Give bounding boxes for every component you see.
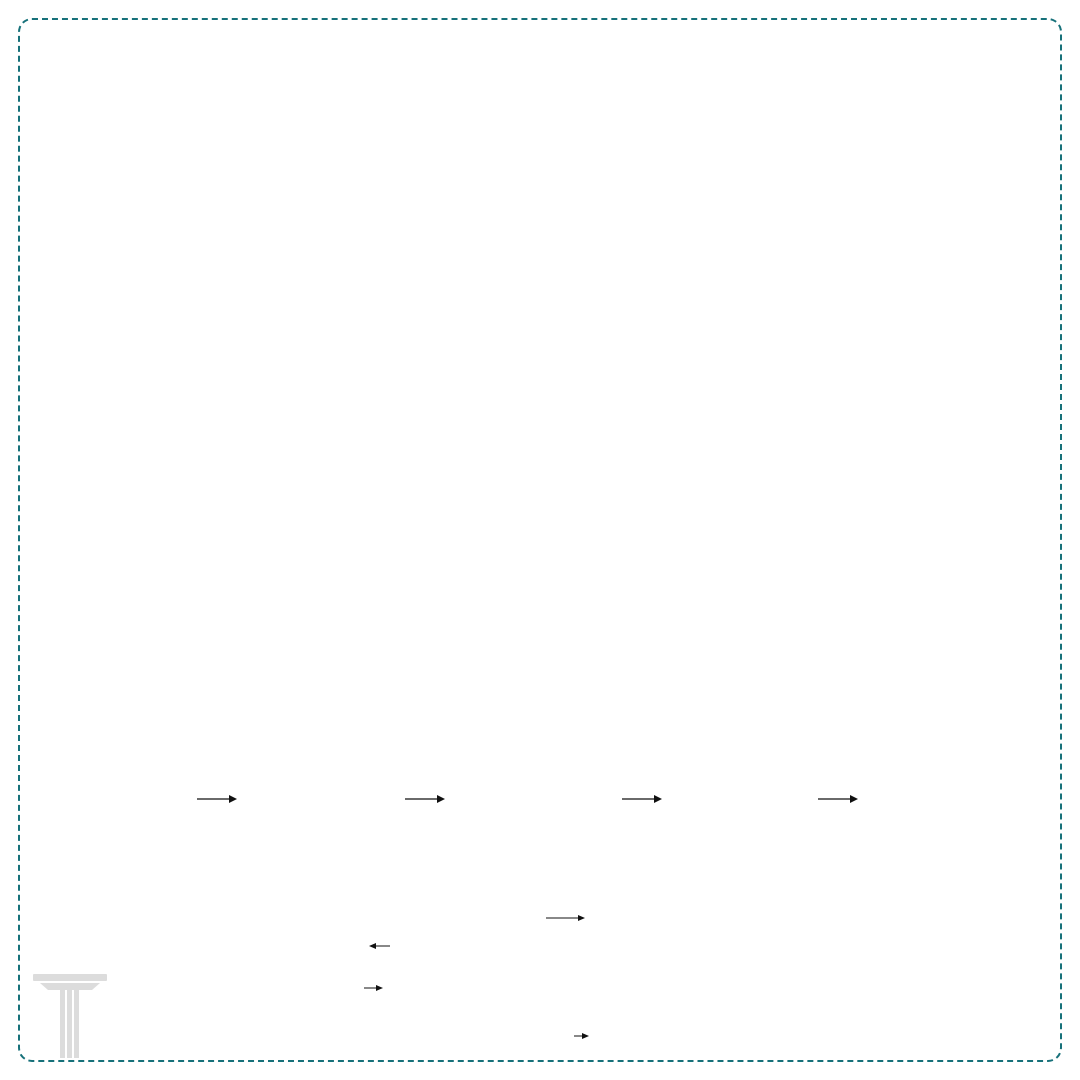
- diagram-step-window-frames: [243, 494, 396, 723]
- brick-connection-detail: [278, 902, 640, 1078]
- arrow-right-icon: [622, 794, 662, 804]
- diagram-step-glass-facade: [55, 493, 208, 765]
- arrow-right-icon: [197, 794, 237, 804]
- column-logo-icon: [32, 972, 110, 1060]
- watermark: [32, 972, 94, 1060]
- diagram-step-brick-shell: [437, 494, 598, 717]
- diagram-step-final-facade: [845, 490, 1003, 762]
- arrow-right-icon: [405, 794, 445, 804]
- diagram-step-flower-boxes: [645, 504, 793, 712]
- arrow-right-icon: [818, 794, 858, 804]
